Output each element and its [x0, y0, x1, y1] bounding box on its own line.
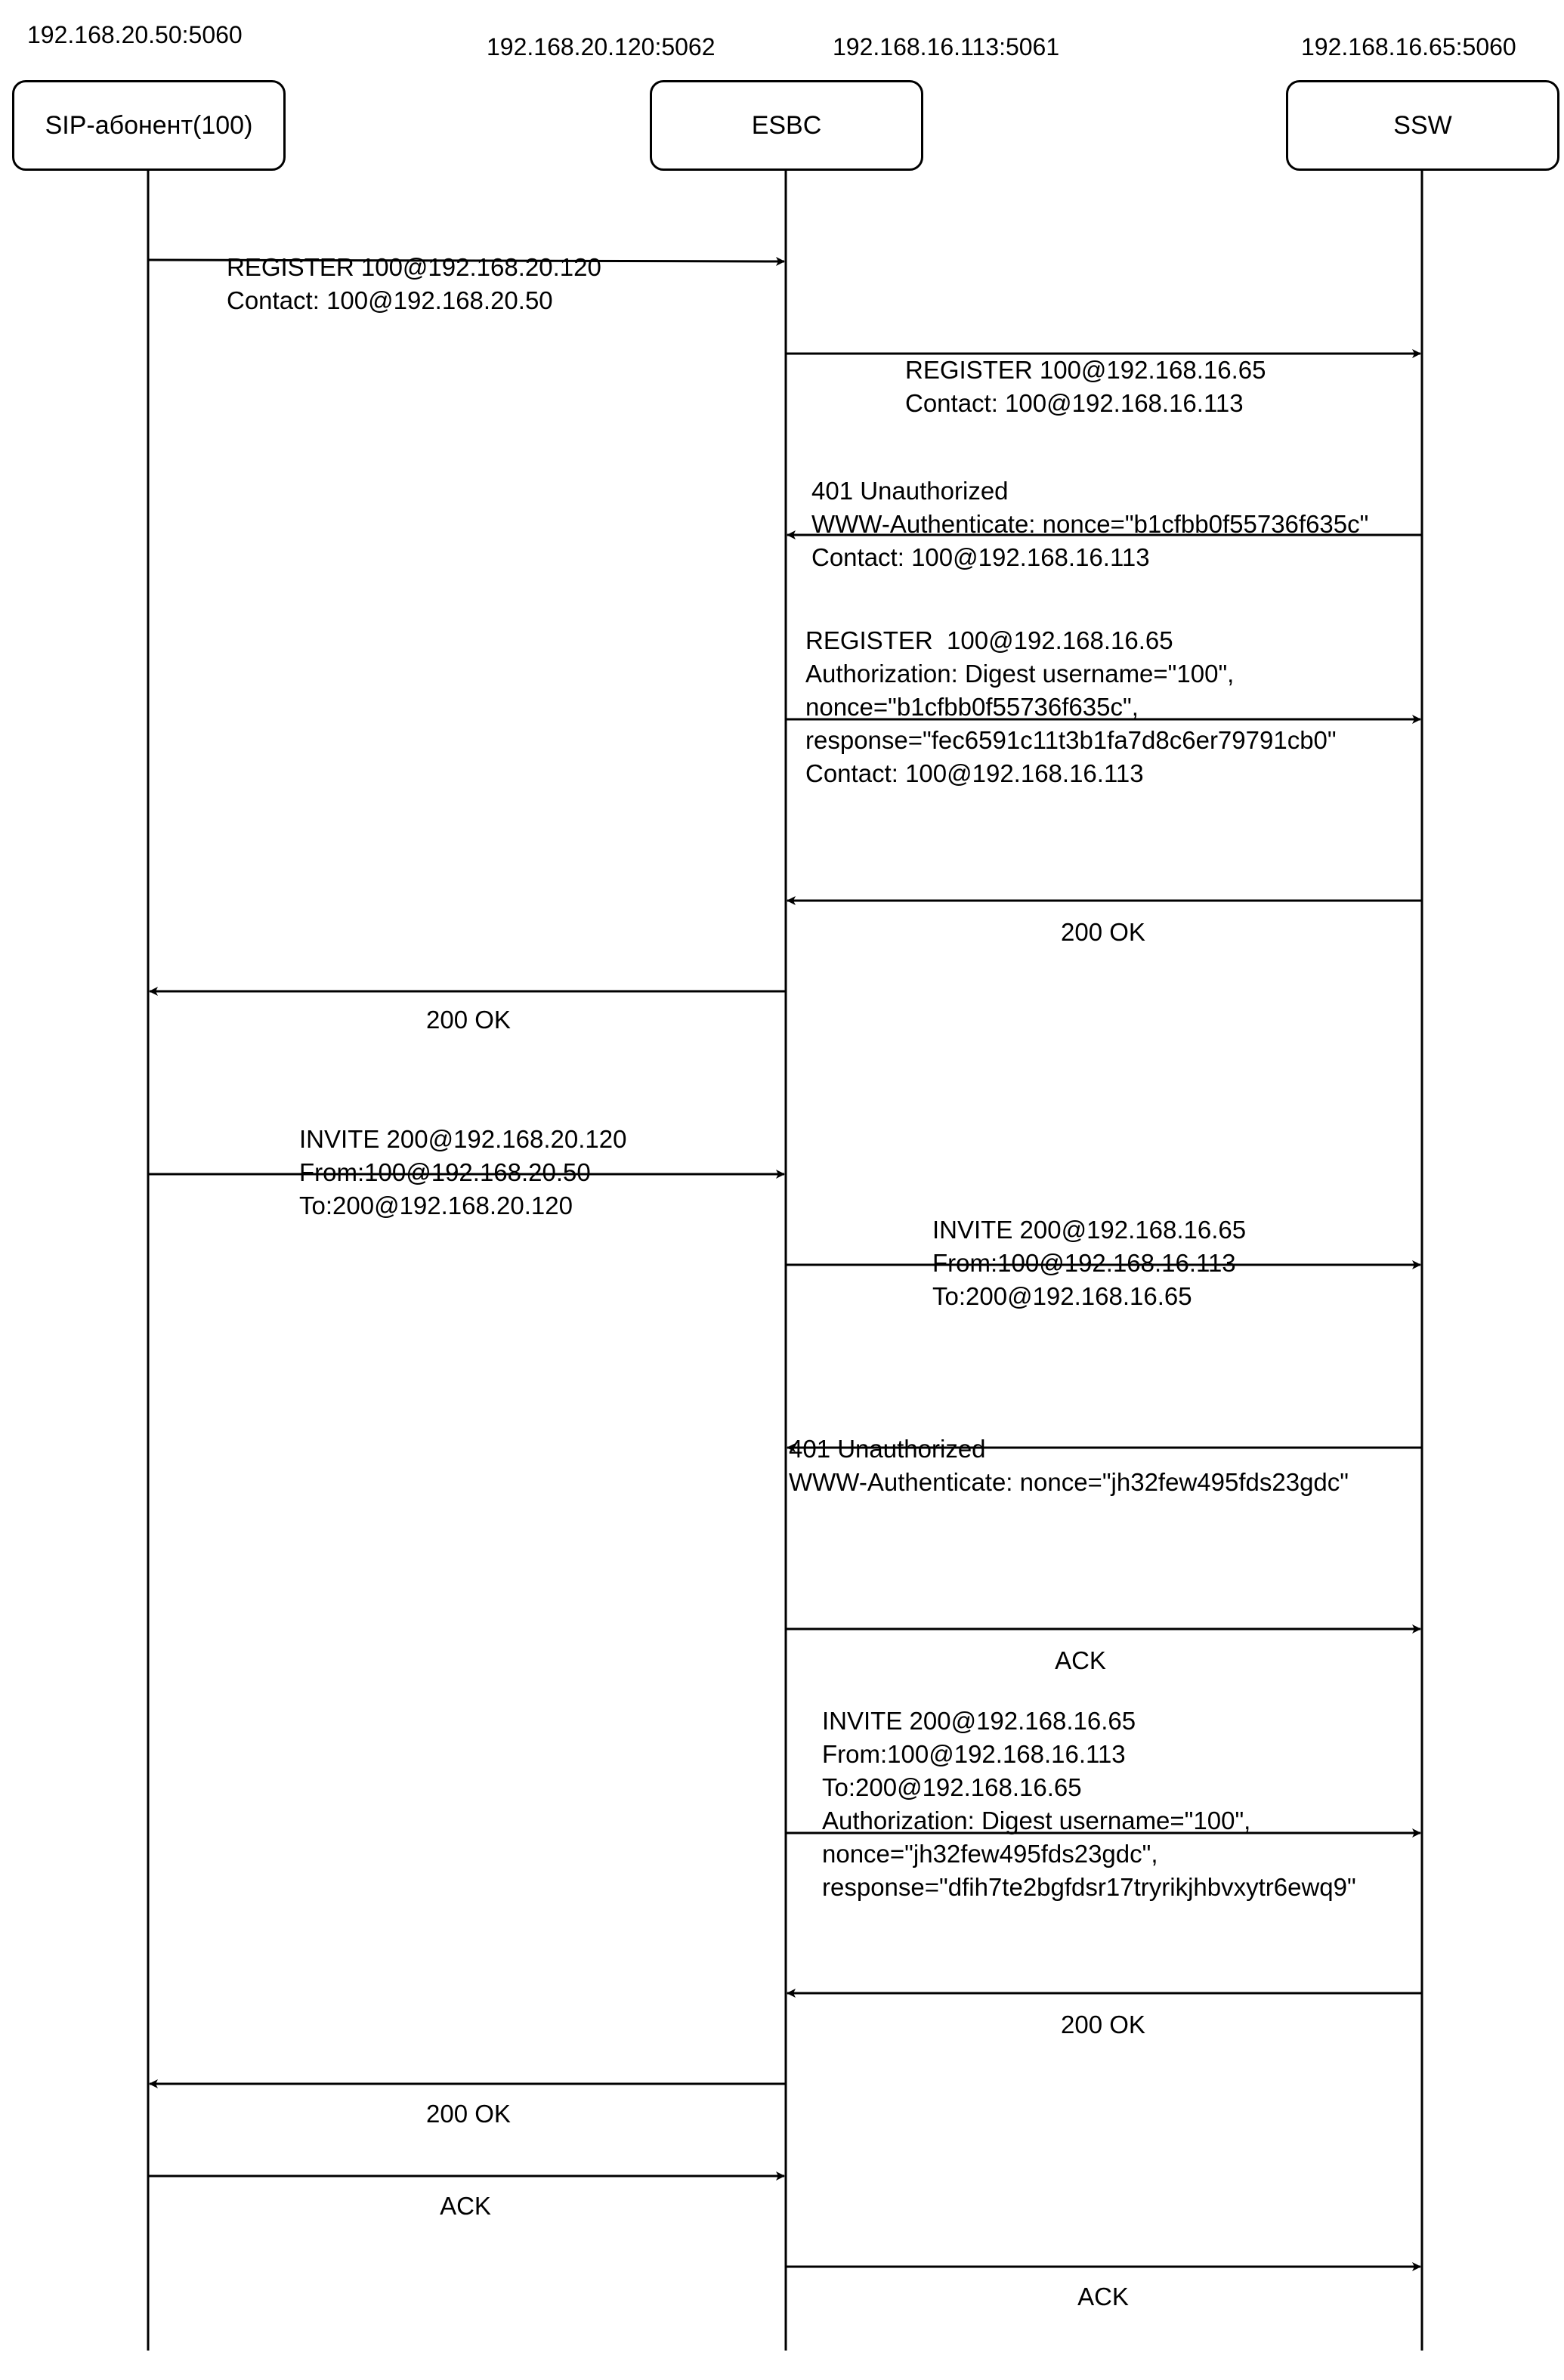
- message-label-ack-2: ACK: [440, 2192, 491, 2220]
- message-label-invite-2: INVITE 200@192.168.16.65 From:100@192.168.16.113 To:200@192.168.16.65: [932, 1216, 1247, 1310]
- participant-address-ssw: 192.168.16.65:5060: [1301, 33, 1516, 60]
- message-label-invite-1: INVITE 200@192.168.20.120 From:100@192.168.20.50 To:200@192.168.20.120: [299, 1125, 627, 1219]
- participant-esbc: [650, 80, 923, 171]
- message-label-200ok-1: 200 OK: [1061, 918, 1145, 946]
- message-label-401-invite: 401 Unauthorized WWW-Authenticate: nonce="jh32few495fds23gdc": [789, 1435, 1349, 1496]
- message-label-register-auth: REGISTER 100@192.168.16.65 Authorization: Digest username="100", nonce="b1cfbb0f55736f635c", response="fec6591c11t3b1fa7d8c6er79791cb0" Contact: 100@192.168.16.113: [805, 626, 1337, 787]
- message-label-register-1: REGISTER 100@192.168.20.120 Contact: 100@192.168.20.50: [227, 253, 601, 314]
- participant-ssw: [1286, 80, 1559, 171]
- message-label-invite-auth: INVITE 200@192.168.16.65 From:100@192.168.16.113 To:200@192.168.16.65 Authorization: Digest username="100", nonce="jh32few495fds23gdc", response="dfih7te2bgfdsr17tryrikjhbvxytr6ewq9": [822, 1707, 1356, 1901]
- message-label-200ok-3: 200 OK: [1061, 2011, 1145, 2038]
- participant-label: SSW: [1393, 110, 1452, 140]
- message-label-ack-3: ACK: [1077, 2283, 1129, 2310]
- message-label-200ok-2: 200 OK: [426, 1006, 511, 1034]
- participant-sip-subscriber: [12, 80, 286, 171]
- participant-label: ESBC: [751, 110, 822, 140]
- participant-address-sip: 192.168.20.50:5060: [27, 21, 243, 48]
- participant-address-esbc-right: 192.168.16.113:5061: [833, 33, 1060, 60]
- message-label-401-register: 401 Unauthorized WWW-Authenticate: nonce="b1cfbb0f55736f635c" Contact: 100@192.168.16.113: [811, 477, 1369, 571]
- message-label-ack-1: ACK: [1055, 1646, 1106, 1674]
- participant-label: SIP-абонент(100): [45, 110, 253, 140]
- message-label-register-2: REGISTER 100@192.168.16.65 Contact: 100@192.168.16.113: [905, 356, 1266, 417]
- message-label-200ok-4: 200 OK: [426, 2100, 511, 2128]
- participant-address-esbc-left: 192.168.20.120:5062: [487, 33, 716, 60]
